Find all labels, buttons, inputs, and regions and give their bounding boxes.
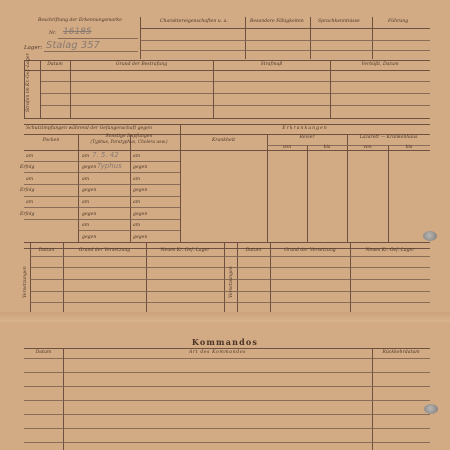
strafen-col-datum: Datum <box>47 62 63 67</box>
lager-value: Stalag 357 <box>46 40 100 51</box>
sonstige-am-2: am <box>82 177 90 182</box>
versetzungen-side-label-left: Versetzungen <box>23 266 28 298</box>
sonstige-gegen-2: gegen <box>82 188 97 193</box>
lazarett-label: Lazarett — Krankenhaus <box>359 135 418 140</box>
card-fold <box>0 312 450 322</box>
vers-col-datum-l: Datum <box>38 248 55 253</box>
kommandos-col-datum: Datum <box>35 350 52 355</box>
sonstige-am-3: am <box>82 200 90 205</box>
sprachen-label: Sprachkenntnisse <box>318 19 360 24</box>
strafen-col-verbuesst: Verbüßt, Datum <box>361 62 399 67</box>
kommandos-title: Kommandos <box>191 337 259 347</box>
lazarett-bis: bis <box>405 145 413 150</box>
kommandos-col-rueckkehr: Rückkehrdatum <box>382 350 420 355</box>
vers-col-lager-r: Neues Kr.-Gef.-Lager <box>365 248 415 253</box>
sonstige-r-gegen-2: gegen <box>133 188 148 193</box>
fuehrung-label: Führung <box>388 19 409 24</box>
vers-col-grund-r: Grund der Versetzung <box>284 248 336 253</box>
nr-label: Nr. <box>49 31 57 36</box>
pocken-row-am-1: am <box>26 154 34 159</box>
pocken-row-am-3: am <box>26 200 34 205</box>
sonstige-r-gegen-3: gegen <box>133 212 148 217</box>
krankheit-label: Krankheit <box>211 138 236 143</box>
sonstige-r-gegen-1: gegen <box>133 165 148 170</box>
sonstige-r-gegen-4: gegen <box>133 235 148 240</box>
revier-bis: bis <box>323 145 331 150</box>
revier-label: Revier <box>299 135 315 140</box>
strafen-col-strafmass: Strafmaß <box>260 62 283 67</box>
sonstige-r-am-1: am <box>133 154 141 159</box>
kommandos-col-art: Art des Kommandos <box>188 350 247 355</box>
sonstige-r-am-2: am <box>133 177 141 182</box>
sonstige-am-1: am <box>82 154 90 159</box>
charakter-label: Charaktereigenschaften u. a. <box>160 19 228 24</box>
pocken-row-erfolg-1: Erfolg <box>20 165 35 170</box>
erkrankungen-title: Erkrankungen <box>282 126 328 131</box>
sonstige-r-am-4: am <box>133 223 141 228</box>
pocken-label: Pocken <box>42 138 60 143</box>
sonstige-label: Sonstige Impfungen <box>105 134 153 139</box>
punch-hole-lower <box>424 404 438 414</box>
sonstige-sub-label: (Typhus, Paratyphus, Cholera usw.) <box>90 140 168 145</box>
impf-section-label: Schutzimpfungen während der Gefangenschaft gegen <box>26 126 152 131</box>
lazarett-von: von <box>363 145 372 150</box>
vers-col-datum-r: Datum <box>245 248 262 253</box>
faehigkeiten-label: Besondere Fähigkeiten <box>250 19 304 24</box>
sonstige-am-4: am <box>82 223 90 228</box>
vers-col-grund-l: Grund der Versetzung <box>78 248 131 253</box>
sonstige-gegen-1: gegen <box>82 165 97 170</box>
nr-value: 16185 <box>63 27 92 37</box>
versetzungen-side-label-right: Versetzungen <box>229 266 234 298</box>
sonstige-gegen-4: gegen <box>82 235 97 240</box>
strafen-side-label: Strafen im Kr.-Gef.-Lager <box>26 53 31 112</box>
lager-label: Lager: <box>24 45 43 51</box>
revier-von: von <box>282 145 292 150</box>
pocken-row-erfolg-3: Erfolg <box>20 212 35 217</box>
sonstige-gegen-3: gegen <box>82 212 97 217</box>
hand-typhus: Typhus <box>97 162 122 170</box>
beschriftung-label: Beschriftung der Erkennungsmarke <box>38 18 122 23</box>
pocken-row-am-2: am <box>26 177 34 182</box>
pocken-row-erfolg-2: Erfolg <box>20 188 35 193</box>
punch-hole-upper <box>423 231 437 241</box>
hand-date: 7. 5. 42 <box>92 151 119 159</box>
strafen-col-grund: Grund der Bestrafung <box>115 62 168 67</box>
vers-col-lager-l: Neues Kr.-Gef.-Lager <box>160 248 210 253</box>
sonstige-r-am-3: am <box>133 200 141 205</box>
